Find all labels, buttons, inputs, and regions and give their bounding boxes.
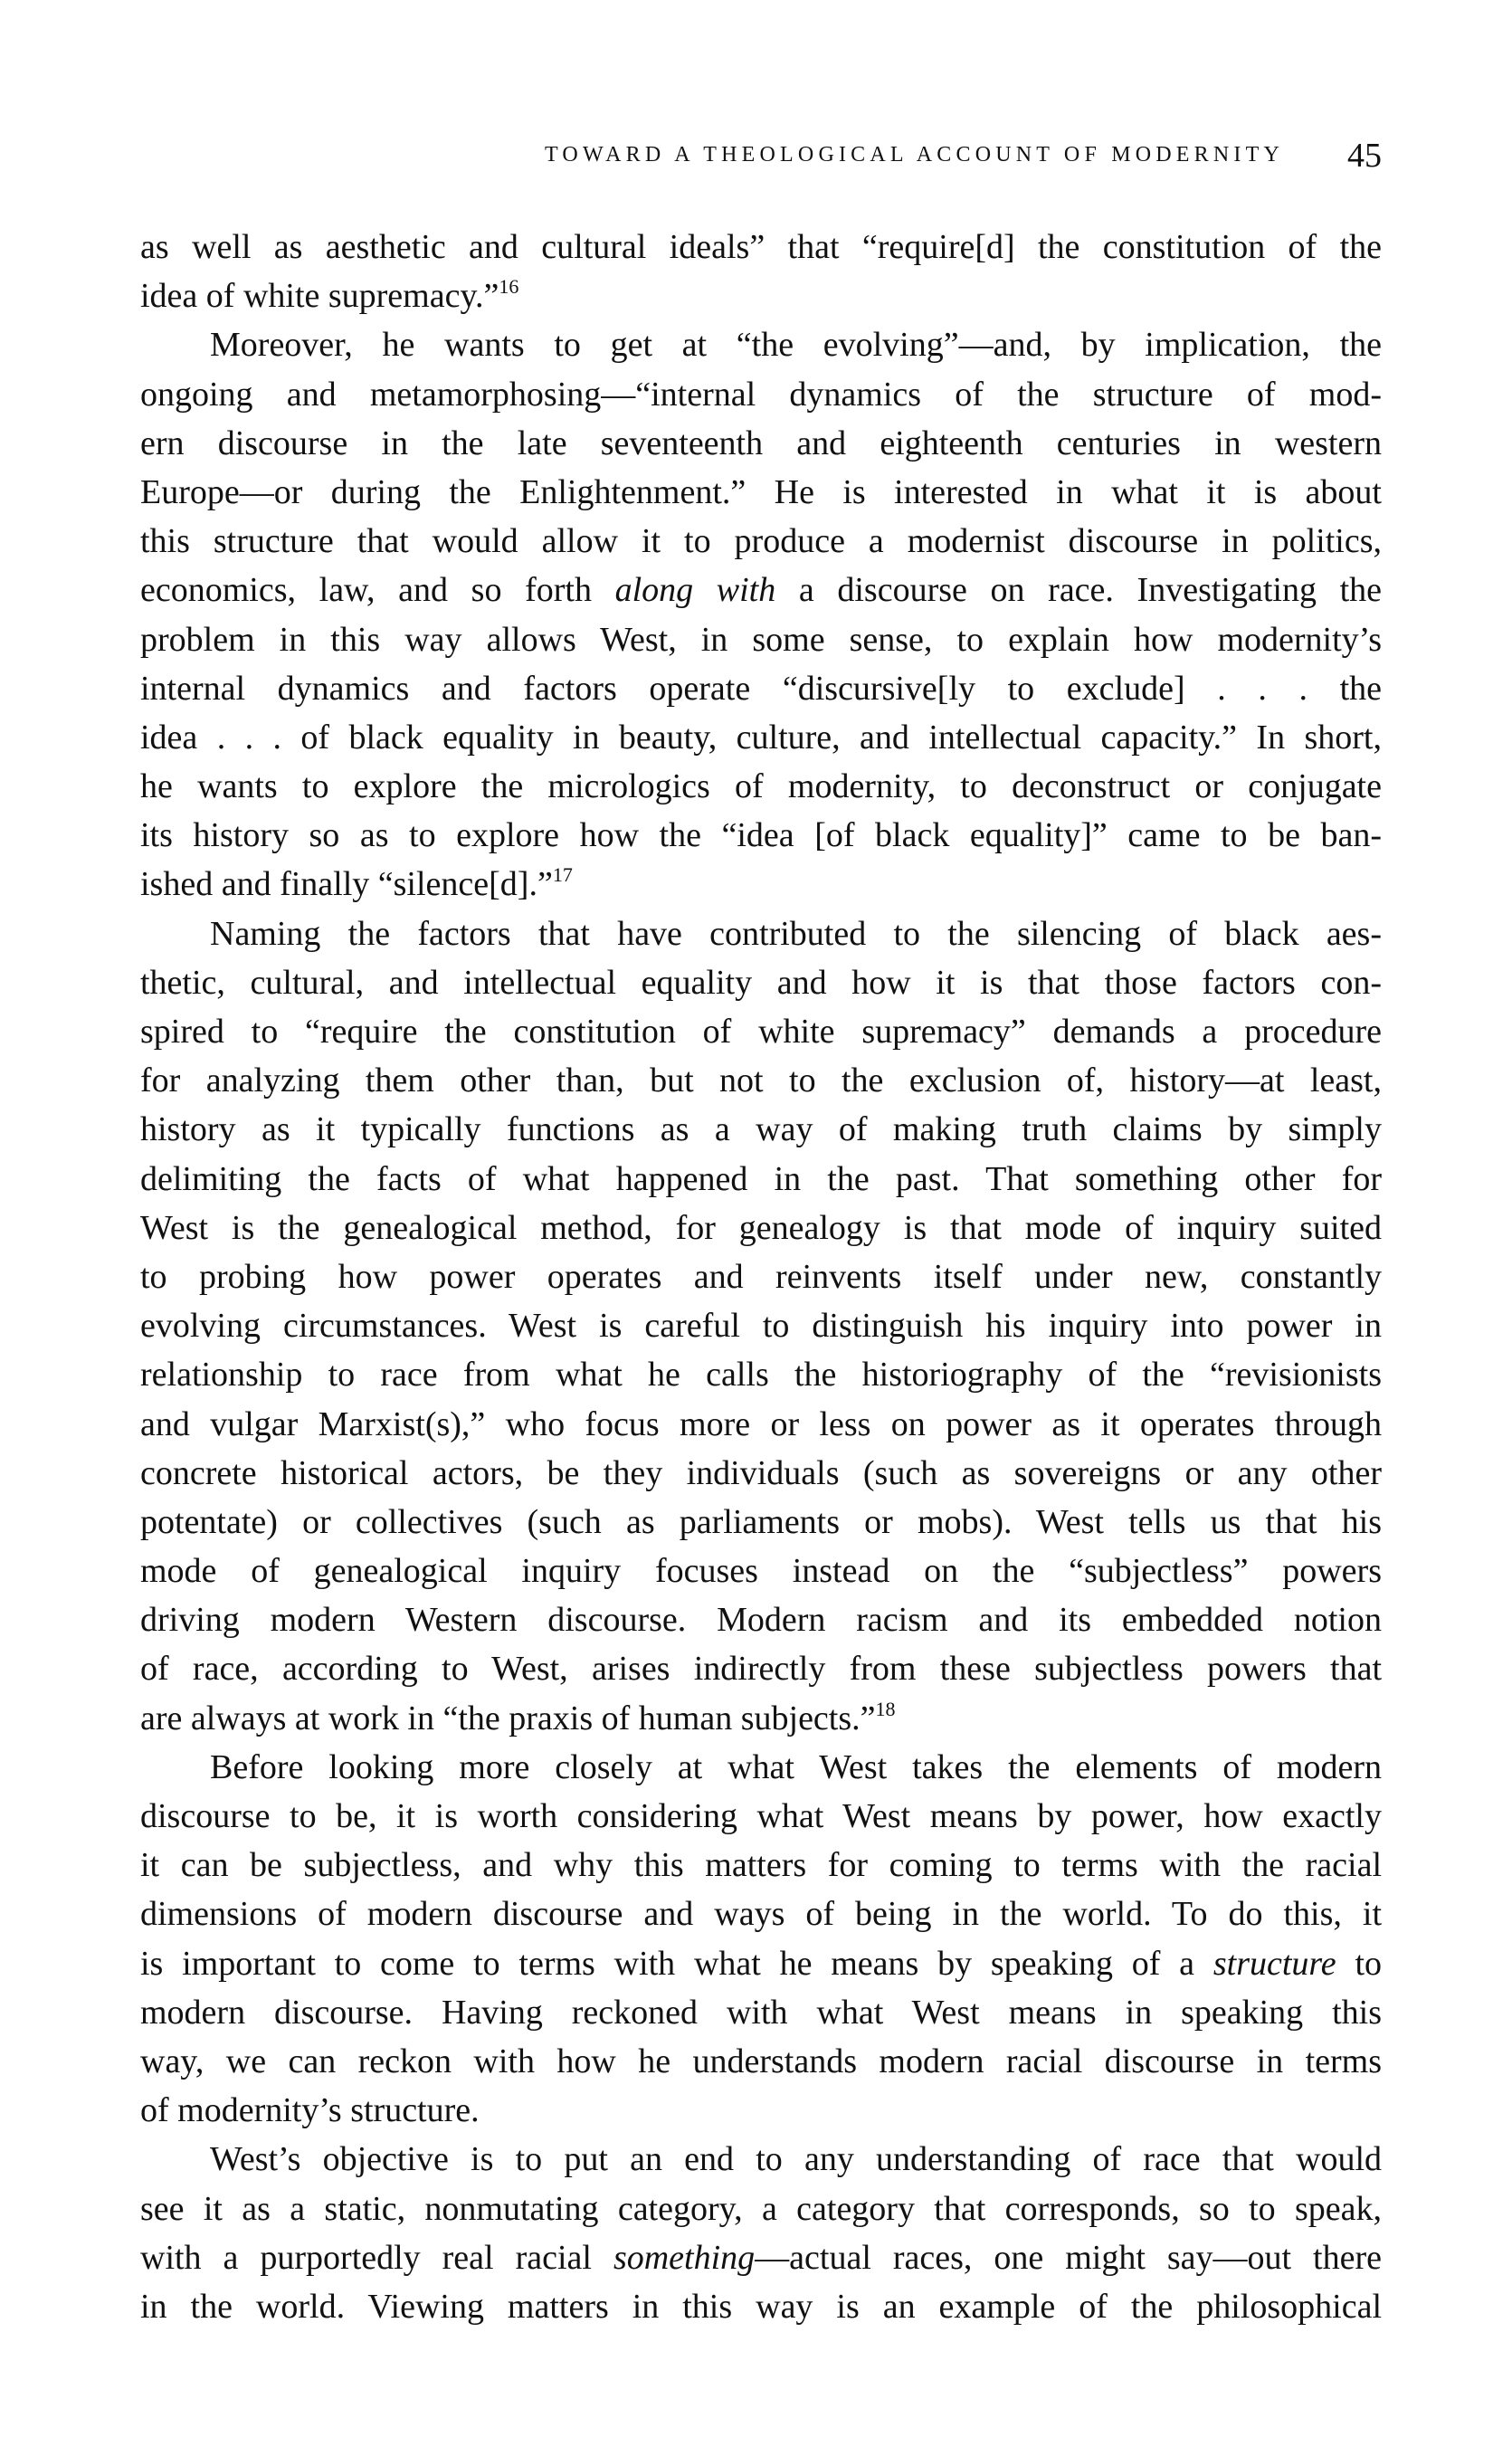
text-segment: potentate) or collectives (such as parliaments or mobs). West tells us that his bbox=[140, 1502, 1382, 1541]
text-segment: with a purportedly real racial bbox=[140, 2238, 613, 2277]
text-segment: in the world. Viewing matters in this way is an example of the philosophical bbox=[140, 2287, 1382, 2326]
text-line bbox=[140, 615, 1382, 664]
text-line bbox=[140, 664, 1382, 713]
text-line bbox=[140, 909, 1382, 958]
text-segment: driving modern Western discourse. Modern racism and its embedded notion bbox=[140, 1601, 1382, 1640]
text-segment: ished and finally “silence[d].” bbox=[140, 865, 553, 904]
text-line bbox=[140, 1694, 1382, 1743]
italic-text: structure bbox=[1212, 1944, 1336, 1983]
text-segment: spired to “require the constitution of white supremacy” demands a procedure bbox=[140, 1013, 1382, 1051]
text-segment: economics, law, and so forth bbox=[140, 571, 615, 610]
text-segment: ern discourse in the late seventeenth and eighteenth centuries in western bbox=[140, 424, 1382, 462]
text-segment: Before looking more closely at what West takes the elements of modern bbox=[210, 1747, 1382, 1786]
text-line bbox=[140, 2037, 1382, 2086]
text-segment: West is the genealogical method, for genealogy is that mode of inquiry suited bbox=[140, 1208, 1382, 1247]
footnote-marker: 16 bbox=[499, 275, 519, 299]
text-line bbox=[140, 271, 1382, 320]
text-segment: this structure that would allow it to produce a modernist discourse in politics, bbox=[140, 522, 1382, 561]
text-segment: Naming the factors that have contributed to the silencing of black aes- bbox=[210, 914, 1382, 953]
text-segment: Europe—or during the Enlightenment.” He is interested in what it is about bbox=[140, 472, 1382, 511]
text-segment: of modernity’s structure. bbox=[140, 2091, 480, 2130]
text-line bbox=[140, 468, 1382, 517]
text-line bbox=[140, 2233, 1382, 2282]
text-segment: idea . . . of black equality in beauty, culture, and intellectual capacity.” In short, bbox=[140, 718, 1382, 757]
text-line bbox=[140, 958, 1382, 1007]
text-line bbox=[140, 1498, 1382, 1547]
running-head-title: TOWARD A THEOLOGICAL ACCOUNT OF MODERNITY bbox=[545, 143, 1284, 167]
text-line bbox=[140, 2185, 1382, 2233]
text-segment: for analyzing them other than, but not to the exclusion of, history—at least, bbox=[140, 1061, 1382, 1100]
text-segment: idea of white supremacy.” bbox=[140, 277, 499, 316]
text-segment: internal dynamics and factors operate “discursive[ly to exclude] . . . the bbox=[140, 669, 1382, 708]
text-segment: he wants to explore the micrologics of modernity, to deconstruct or conjugate bbox=[140, 767, 1382, 806]
text-segment: Moreover, he wants to get at “the evolving”—and, by implication, the bbox=[210, 326, 1382, 365]
text-line bbox=[140, 1350, 1382, 1399]
text-segment: evolving circumstances. West is careful to distinguish his inquiry into power in bbox=[140, 1307, 1382, 1346]
paragraph bbox=[140, 909, 1382, 1743]
text-line bbox=[140, 1547, 1382, 1595]
text-line bbox=[140, 1105, 1382, 1154]
text-line bbox=[140, 811, 1382, 860]
running-head bbox=[0, 136, 1382, 181]
text-line bbox=[140, 1988, 1382, 2037]
italic-text: something bbox=[613, 2238, 756, 2277]
text-line bbox=[140, 223, 1382, 271]
text-line bbox=[140, 1449, 1382, 1498]
text-segment: discourse to be, it is worth considering what West means by power, how exactly bbox=[140, 1797, 1382, 1835]
paragraph bbox=[140, 2135, 1382, 2331]
body-text bbox=[140, 223, 1382, 2331]
text-segment: delimiting the facts of what happened in the past. That something other for bbox=[140, 1159, 1382, 1198]
text-line bbox=[140, 762, 1382, 811]
text-segment: thetic, cultural, and intellectual equality and how it is that those factors con- bbox=[140, 963, 1382, 1002]
paragraph bbox=[140, 1743, 1382, 2136]
text-line bbox=[140, 1007, 1382, 1056]
text-line bbox=[140, 1743, 1382, 1792]
text-line bbox=[140, 1301, 1382, 1350]
text-segment: West’s objective is to put an end to any understanding of race that would bbox=[210, 2140, 1382, 2179]
text-segment: ongoing and metamorphosing—“internal dynamics of the structure of mod- bbox=[140, 375, 1382, 414]
text-segment: —actual races, one might say—out there bbox=[755, 2238, 1383, 2277]
text-line bbox=[140, 1400, 1382, 1449]
text-line bbox=[140, 1939, 1382, 1988]
footnote-marker: 17 bbox=[552, 863, 573, 887]
italic-text: along with bbox=[614, 571, 776, 610]
text-segment: problem in this way allows West, in some sense, to explain how modernity’s bbox=[140, 620, 1382, 659]
page-number: 45 bbox=[1347, 137, 1382, 175]
text-line bbox=[140, 419, 1382, 468]
text-line bbox=[140, 566, 1382, 614]
text-line bbox=[140, 1595, 1382, 1644]
text-segment: a discourse on race. Investigating the bbox=[775, 571, 1383, 610]
text-segment: dimensions of modern discourse and ways of being in the world. To do this, it bbox=[140, 1895, 1382, 1934]
text-segment: mode of genealogical inquiry focuses instead on the “subjectless” powers bbox=[140, 1552, 1382, 1591]
text-line bbox=[140, 2135, 1382, 2184]
text-line bbox=[140, 1841, 1382, 1890]
text-segment: and vulgar Marxist(s),” who focus more or less on power as it operates through bbox=[140, 1404, 1382, 1443]
text-segment: are always at work in “the praxis of human subjects.” bbox=[140, 1699, 876, 1737]
text-line bbox=[140, 1792, 1382, 1841]
text-segment: of race, according to West, arises indirectly from these subjectless powers that bbox=[140, 1650, 1382, 1689]
text-line bbox=[140, 1056, 1382, 1105]
text-line bbox=[140, 2086, 1382, 2135]
text-segment: modern discourse. Having reckoned with what West means in speaking this bbox=[140, 1993, 1382, 2032]
text-segment: see it as a static, nonmutating category, a category that corresponds, so to speak, bbox=[140, 2189, 1382, 2228]
text-segment: relationship to race from what he calls the historiography of the “revisionists bbox=[140, 1356, 1382, 1395]
text-line bbox=[140, 1644, 1382, 1693]
text-segment: history as it typically functions as a way of making truth claims by simply bbox=[140, 1110, 1382, 1149]
paragraph bbox=[140, 320, 1382, 909]
text-segment: it can be subjectless, and why this matters for coming to terms with the racial bbox=[140, 1846, 1382, 1885]
text-segment: to probing how power operates and reinvents itself under new, constantly bbox=[140, 1257, 1382, 1296]
text-line bbox=[140, 370, 1382, 419]
text-line bbox=[140, 1155, 1382, 1204]
text-line bbox=[140, 2282, 1382, 2331]
text-segment: to bbox=[1336, 1944, 1382, 1983]
text-line bbox=[140, 1252, 1382, 1301]
text-line bbox=[140, 1890, 1382, 1938]
text-segment: as well as aesthetic and cultural ideals” that “require[d] the constitution of the bbox=[140, 228, 1382, 266]
text-line bbox=[140, 860, 1382, 909]
text-segment: is important to come to terms with what he means by speaking of a bbox=[140, 1944, 1213, 1983]
text-segment: concrete historical actors, be they individuals (such as sovereigns or any other bbox=[140, 1453, 1382, 1492]
text-line bbox=[140, 517, 1382, 566]
text-segment: way, we can reckon with how he understands modern racial discourse in terms bbox=[140, 2042, 1382, 2080]
text-line bbox=[140, 320, 1382, 369]
text-line bbox=[140, 1204, 1382, 1252]
paragraph bbox=[140, 223, 1382, 320]
text-segment: its history so as to explore how the “idea [of black equality]” came to be ban- bbox=[140, 816, 1382, 855]
text-line bbox=[140, 713, 1382, 762]
footnote-marker: 18 bbox=[875, 1697, 896, 1720]
